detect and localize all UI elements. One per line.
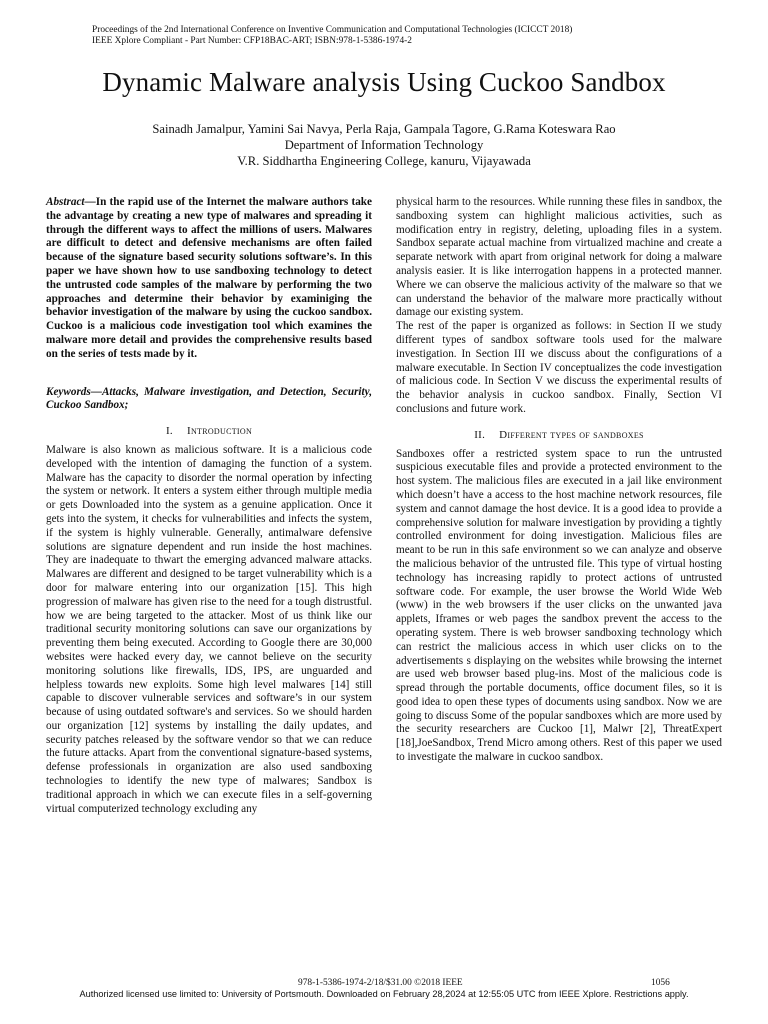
author-block: [0, 121, 768, 169]
department: Department of Information Technology: [284, 138, 484, 152]
keywords: Keywords—Attacks, Malware investigation, and Detection, Security, Cuckoo Sandbox;: [46, 385, 372, 412]
copyright-line: 978-1-5386-1974-2/18/$31.00 ©2018 IEEE: [298, 978, 463, 988]
paper-title: Dynamic Malware analysis Using Cuckoo Sandbox: [102, 67, 666, 97]
abstract: [46, 196, 372, 362]
college: V.R. Siddhartha Engineering College, kanuru, Vijayawada: [237, 154, 531, 168]
abstract-text: —In the rapid use of the Internet the malware authors take the advantage by creating a new type of malwares and spreading it through the different ways to affect the millions of users. Malwares are difficult to detect and defensive mechanisms are often failed because of the signature based security solutions software’s. In this paper we have shown how to use sandboxing technology to detect the untrusted code samples of the malware by performing the two approaches and determine their behavior by examiniging the behavior investigation of the malware by using the cuckoo sandbox. Cuckoo is a malicious code investigation tool which examines the malware more detail and provides the comprehensive results based on the series of tests made by it.: [46, 196, 372, 360]
license-notice: Authorized licensed use limited to: University of Portsmouth. Downloaded on February 28,2024 at 12:55:05 UTC from IEEE Xplore. Restrictions apply.: [79, 989, 689, 999]
header-line-1: Proceedings of the 2nd International Conference on Inventive Communication and Computational Technologies (ICICCT 2018): [92, 25, 573, 35]
right-column: [396, 196, 722, 765]
page-number: 1056: [651, 978, 670, 988]
introduction-text: Malware is also known as malicious software. It is a malicious code developed with the intention of damaging the function of a system. Malware has the capacity to disorder the normal operation by infecting the system or network. It enters a system either through multiple media or gets Downloaded into the system as a genuine application. Once it gets into the system, it checks for vulnerabilities and infects the system, if the system is highly vulnerable. Generally, antimalware defensive solutions are signature dependent and run inside the host machines. They are inadequate to thwart the emerging advanced malware attacks. Malwares are different and designed to be target vulnerability which is a door for malware entering into our organization [15]. This high progression of malware has given rise to the need for a tough distrustful. how we are being targeted to the attacker. Most of us think like our traditional security monitoring solutions can save our organizations by preventing them being executed. According to Google there are 30,000 websites were hacked every day, we cannot believe on the security monitoring solutions like firewalls, IDS, IPS, are unguarded and helpless towards new exploits. Some high level malwares [14] still capable to discover vulnerable services and software’s in our system because of using outdated software's and services. So we should harden our organization [12] systems by installing the daily updates, and security patches released by the software vendor so that we can reduce the future attacks. Apart from the conventional signature-based systems, defense professionals in organization are also used sandboxing technologies to identify the new type of malwares; Sandbox is traditional approach in which we can execute files in a self-governing virtual computerized technology excluding any: [46, 443, 372, 815]
abstract-label: Abstract: [46, 196, 85, 208]
conference-header: [92, 25, 572, 47]
header-line-2: IEEE Xplore Compliant - Part Number: CFP18BAC-ART; ISBN:978-1-5386-1974-2: [92, 36, 412, 46]
section-title: Introduction: [186, 425, 253, 438]
left-column: [46, 196, 372, 816]
section-number: II.: [474, 428, 486, 441]
section-heading-introduction: [46, 425, 372, 439]
sandboxes-text: Sandboxes offer a restricted system space to run the untrusted suspicious executable files and provide a protected environment to the host system. The malicious files are executed in a jail like environment which doesn’t have a access to the host machine network resources, file system and cannot damage the host device. It is a good idea to provide a comprehensive solution for malware investigation by providing a tightly controlled environment for doing investigation. Malicious files are meant to be run in this safe environment so we can analyze and observe the malicious behavior of the untrusted file. This type of virtual hosting technology has increasing rapidly to protect actions of untrusted software code. For example, the user browse the World Wide Web (www) in the web browsers if the user clicks on the unwanted java applets, Iframes or web pages the sandbox prevent the access to the operating system. There is web browser sandboxing technology which can restrict the malicious access in which user clicks on to the advertisements s displaying on the websites while browsing the internet are used web browser based plug-ins. Most of the malicious code is spread through the portable documents, office document files, so it is good idea to open these types of documents using sandbox. Now we are going to discuss Some of the popular sandboxes which are more used by the security researchers are Cuckoo [1], Malwr [2], ThreatExpert [18],JoeSandbox, Trend Micro among others. Rest of this paper we used to investigate the malware in cuckoo sandbox.: [396, 447, 722, 764]
section-heading-sandboxes: [396, 429, 722, 443]
section-number: I.: [165, 425, 173, 438]
author-names: Sainadh Jamalpur, Yamini Sai Navya, Perla Raja, Gampala Tagore, G.Rama Koteswara Rao: [152, 122, 616, 136]
organization-paragraph: The rest of the paper is organized as follows: in Section II we study different types of sandbox software tools used for the malware investigation. In Section III we discuss about the configurations of a malware executable. In Section IV conceptualizes the code investigation of malicious code. In Section V we discuss the experimental results of the behavior analysis in cuckoo sandbox. Finally, Section VI conclusions and future work.: [396, 320, 722, 415]
section-title: Different types of sandboxes: [499, 428, 644, 441]
body-paragraph: physical harm to the resources. While running these files in sandbox, the sandboxing system can highlight malicious activities, such as modification entry in registry, deleting, uploading files in a system. Sandbox separate actual machine from virtualized machine and create a separate network with apart from original network for doing a malware analysis easier. It is like interrogation happens in a protected manner. Where we can observe the malicious activity of the malware so that we can understand the behavior of the malware more practically without damage our existing system.: [396, 196, 722, 319]
